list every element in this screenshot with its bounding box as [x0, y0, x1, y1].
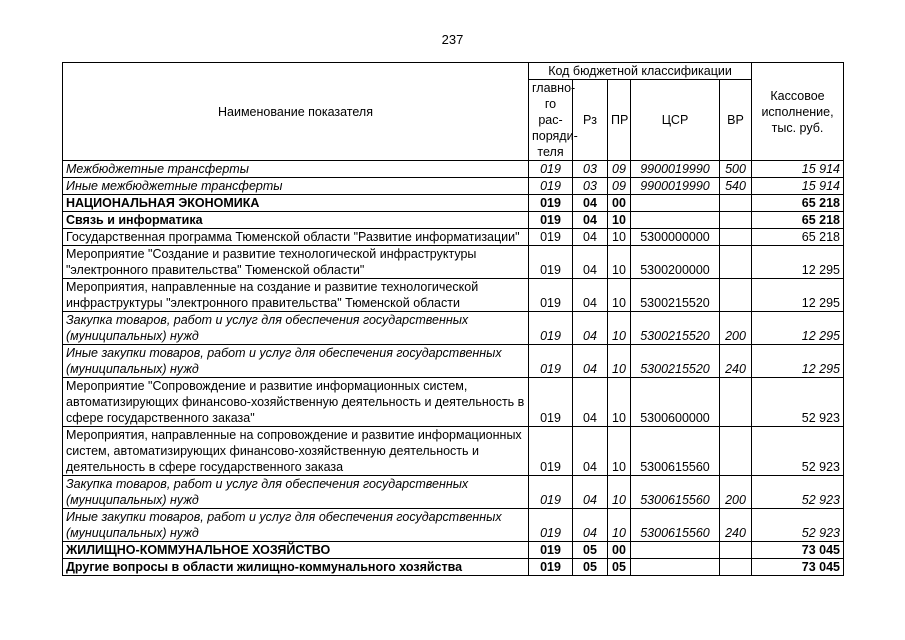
cell-vr: 240 [720, 345, 752, 378]
cell-pr: 09 [608, 178, 631, 195]
cell-sum: 12 295 [752, 312, 844, 345]
cell-rz: 04 [573, 509, 608, 542]
cell-glavn: 019 [529, 246, 573, 279]
cell-pr: 10 [608, 509, 631, 542]
header-sum: Кассовое исполнение, тыс. руб. [752, 63, 844, 161]
cell-pr: 10 [608, 476, 631, 509]
cell-glavn: 019 [529, 178, 573, 195]
cell-csr: 5300600000 [631, 378, 720, 427]
cell-sum: 15 914 [752, 161, 844, 178]
table-row [63, 509, 844, 542]
cell-csr: 5300215520 [631, 312, 720, 345]
cell-sum: 52 923 [752, 476, 844, 509]
cell-vr [720, 542, 752, 559]
cell-name: Мероприятия, направленные на создание и развитие технологической инфраструктуры "электронного правительства" Тюменской области [63, 279, 529, 312]
cell-name: Закупка товаров, работ и услуг для обеспечения государственных (муниципальных) нужд [63, 312, 529, 345]
cell-name: Межбюджетные трансферты [63, 161, 529, 178]
table-body [63, 161, 844, 576]
header-glavn: главно-го рас-поряди-теля [529, 80, 573, 161]
header-csr: ЦСР [631, 80, 720, 161]
cell-csr: 5300615560 [631, 509, 720, 542]
cell-sum: 52 923 [752, 509, 844, 542]
table-row [63, 542, 844, 559]
cell-glavn: 019 [529, 312, 573, 345]
cell-csr: 5300615560 [631, 427, 720, 476]
cell-csr [631, 212, 720, 229]
cell-name: Мероприятие "Создание и развитие технологической инфраструктуры "электронного правительства" Тюменской области" [63, 246, 529, 279]
cell-glavn: 019 [529, 212, 573, 229]
cell-csr [631, 559, 720, 576]
cell-name: Другие вопросы в области жилищно-коммунального хозяйства [63, 559, 529, 576]
cell-rz: 04 [573, 195, 608, 212]
cell-glavn: 019 [529, 279, 573, 312]
table-row [63, 212, 844, 229]
cell-name: Связь и информатика [63, 212, 529, 229]
cell-vr: 500 [720, 161, 752, 178]
cell-csr: 9900019990 [631, 178, 720, 195]
cell-name: ЖИЛИЩНО-КОММУНАЛЬНОЕ ХОЗЯЙСТВО [63, 542, 529, 559]
cell-sum: 65 218 [752, 229, 844, 246]
cell-rz: 04 [573, 345, 608, 378]
cell-rz: 04 [573, 378, 608, 427]
cell-sum: 52 923 [752, 378, 844, 427]
table-row [63, 476, 844, 509]
cell-rz: 03 [573, 178, 608, 195]
cell-vr [720, 378, 752, 427]
page-number: 237 [441, 32, 464, 47]
cell-sum: 65 218 [752, 212, 844, 229]
cell-name: Закупка товаров, работ и услуг для обеспечения государственных (муниципальных) нужд [63, 476, 529, 509]
cell-name: Мероприятие "Сопровождение и развитие информационных систем, автоматизирующих финансово-хозяйственную деятельность и деятельность в сфере государственного заказа" [63, 378, 529, 427]
cell-rz: 04 [573, 476, 608, 509]
budget-table [62, 62, 844, 576]
cell-rz: 05 [573, 542, 608, 559]
cell-csr: 5300615560 [631, 476, 720, 509]
cell-glavn: 019 [529, 161, 573, 178]
cell-pr: 05 [608, 559, 631, 576]
cell-csr: 9900019990 [631, 161, 720, 178]
table-row [63, 246, 844, 279]
table-row [63, 279, 844, 312]
cell-glavn: 019 [529, 378, 573, 427]
cell-rz: 04 [573, 279, 608, 312]
cell-rz: 04 [573, 312, 608, 345]
cell-pr: 10 [608, 378, 631, 427]
table-row [63, 312, 844, 345]
cell-glavn: 019 [529, 427, 573, 476]
header-rz: Рз [573, 80, 608, 161]
cell-sum: 12 295 [752, 345, 844, 378]
cell-vr: 200 [720, 476, 752, 509]
cell-pr: 10 [608, 345, 631, 378]
cell-sum: 73 045 [752, 542, 844, 559]
cell-csr: 5300215520 [631, 279, 720, 312]
cell-glavn: 019 [529, 542, 573, 559]
cell-pr: 00 [608, 542, 631, 559]
cell-vr [720, 279, 752, 312]
cell-name: Иные межбюджетные трансферты [63, 178, 529, 195]
header-name: Наименование показателя [63, 63, 529, 161]
header-pr: ПР [608, 80, 631, 161]
cell-sum: 15 914 [752, 178, 844, 195]
cell-pr: 09 [608, 161, 631, 178]
cell-glavn: 019 [529, 345, 573, 378]
cell-rz: 04 [573, 246, 608, 279]
cell-sum: 12 295 [752, 246, 844, 279]
cell-vr: 240 [720, 509, 752, 542]
table-row [63, 378, 844, 427]
cell-rz: 04 [573, 229, 608, 246]
cell-pr: 10 [608, 427, 631, 476]
cell-vr [720, 559, 752, 576]
cell-glavn: 019 [529, 229, 573, 246]
cell-name: Иные закупки товаров, работ и услуг для обеспечения государственных (муниципальных) нужд [63, 509, 529, 542]
cell-rz: 04 [573, 427, 608, 476]
cell-glavn: 019 [529, 476, 573, 509]
cell-name: Иные закупки товаров, работ и услуг для обеспечения государственных (муниципальных) нужд [63, 345, 529, 378]
table-row [63, 427, 844, 476]
header-code-group: Код бюджетной классификации [529, 63, 752, 80]
cell-name: Государственная программа Тюменской области "Развитие информатизации" [63, 229, 529, 246]
cell-csr: 5300215520 [631, 345, 720, 378]
table-row [63, 178, 844, 195]
cell-sum: 65 218 [752, 195, 844, 212]
cell-vr [720, 229, 752, 246]
cell-rz: 03 [573, 161, 608, 178]
cell-vr [720, 212, 752, 229]
table-row [63, 161, 844, 178]
cell-vr [720, 427, 752, 476]
cell-name: Мероприятия, направленные на сопровождение и развитие информационных систем, автоматизирующих финансово-хозяйственную деятельность и деятельность в сфере государственного заказа [63, 427, 529, 476]
cell-pr: 10 [608, 246, 631, 279]
cell-glavn: 019 [529, 509, 573, 542]
cell-csr [631, 542, 720, 559]
table-row [63, 345, 844, 378]
cell-csr [631, 195, 720, 212]
cell-sum: 73 045 [752, 559, 844, 576]
cell-pr: 10 [608, 229, 631, 246]
cell-pr: 10 [608, 279, 631, 312]
cell-rz: 05 [573, 559, 608, 576]
cell-glavn: 019 [529, 559, 573, 576]
cell-vr [720, 195, 752, 212]
cell-glavn: 019 [529, 195, 573, 212]
cell-vr [720, 246, 752, 279]
cell-vr: 200 [720, 312, 752, 345]
table-row [63, 559, 844, 576]
cell-sum: 12 295 [752, 279, 844, 312]
cell-pr: 00 [608, 195, 631, 212]
table-row [63, 229, 844, 246]
cell-name: НАЦИОНАЛЬНАЯ ЭКОНОМИКА [63, 195, 529, 212]
cell-csr: 5300200000 [631, 246, 720, 279]
cell-sum: 52 923 [752, 427, 844, 476]
cell-pr: 10 [608, 212, 631, 229]
table-row [63, 195, 844, 212]
cell-csr: 5300000000 [631, 229, 720, 246]
cell-vr: 540 [720, 178, 752, 195]
cell-rz: 04 [573, 212, 608, 229]
cell-pr: 10 [608, 312, 631, 345]
table-header [63, 63, 844, 161]
header-vr: ВР [720, 80, 752, 161]
